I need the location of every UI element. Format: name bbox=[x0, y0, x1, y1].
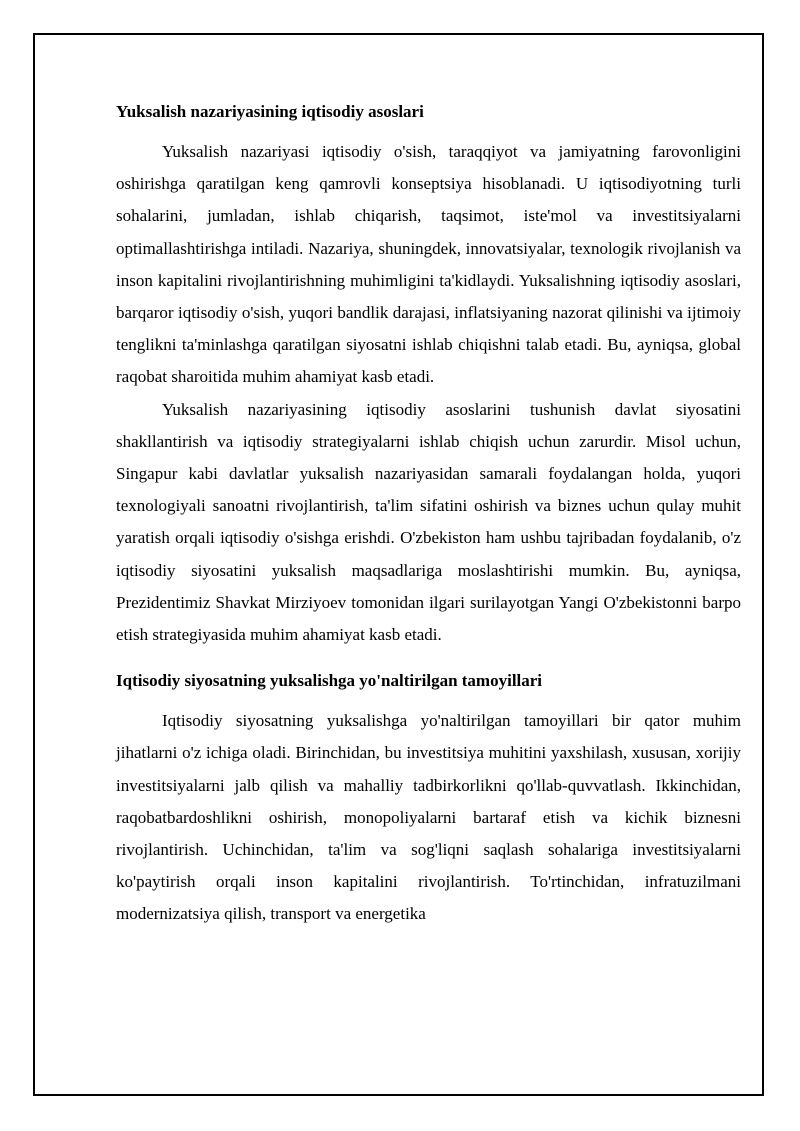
document-body bbox=[116, 96, 741, 931]
paragraph-2: Yuksalish nazariyasining iqtisodiy asoslarini tushunish davlat siyosatini shakllantirish va iqtisodiy strategiyalarni ishlab chiqish uchun zarurdir. Misol uchun, Singapur kabi davlatlar yuksalish nazariyasidan samarali foydalangan holda, yuqori texnologiyali sanoatni rivojlantirish, ta'lim sifatini oshirish va biznes uchun qulay muhit yaratish orqali iqtisodiy o'sishga erishdi. O'zbekiston ham ushbu tajribadan foydalanib, o'z iqtisodiy siyosatini yuksalish maqsadlariga moslashtirishi mumkin. Bu, ayniqsa, Prezidentimiz Shavkat Mirziyoev tomonidan ilgari surilayotgan Yangi O'zbekistonni barpo etish strategiyasida muhim ahamiyat kasb etadi. bbox=[116, 399, 741, 645]
paragraph-3: Iqtisodiy siyosatning yuksalishga yo'naltirilgan tamoyillari bir qator muhim jihatlarni o'z ichiga oladi. Birinchidan, bu investitsiya muhitini yaxshilash, xususan, xorijiy investitsiyalarni jalb qilish va mahalliy tadbirkorlikni qo'llab-quvvatlash. Ikkinchidan, raqobatbardoshlikni oshirish, monopoliyalarni bartaraf etish va kichik biznesni rivojlantirish. Uchinchidan, ta'lim va sog'liqni saqlash sohalariga investitsiyalarni ko'paytirish orqali inson kapitalini rivojlantirish. To'rtinchidan, infratuzilmani modernizatsiya qilish, transport va energetika bbox=[116, 711, 741, 924]
paragraph-1: Yuksalish nazariyasi iqtisodiy o'sish, taraqqiyot va jamiyatning farovonligini oshirishga qaratilgan keng qamrovli konseptsiya hisoblanadi. U iqtisodiyotning turli sohalarini, jumladan, ishlab chiqarish, taqsimot, iste'mol va investitsiyalarni optimallashtirishga intiladi. Nazariya, shuningdek, innovatsiyalar, texnologik rivojlanish va inson kapitalini rivojlantirishning muhimligini ta'kidlaydi. Yuksalishning iqtisodiy asoslari, barqaror iqtisodiy o'sish, yuqori bandlik darajasi, inflatsiyaning nazorat qilinishi va ijtimoiy tenglikni ta'minlashga qaratilgan siyosatni ishlab chiqishni talab etadi. Bu, ayniqsa, global raqobat sharoitida muhim ahamiyat kasb etadi. bbox=[116, 142, 741, 387]
section-heading-1: Yuksalish nazariyasining iqtisodiy asoslari bbox=[116, 102, 424, 121]
section-heading-2: Iqtisodiy siyosatning yuksalishga yo'naltirilgan tamoyillari bbox=[116, 671, 543, 691]
